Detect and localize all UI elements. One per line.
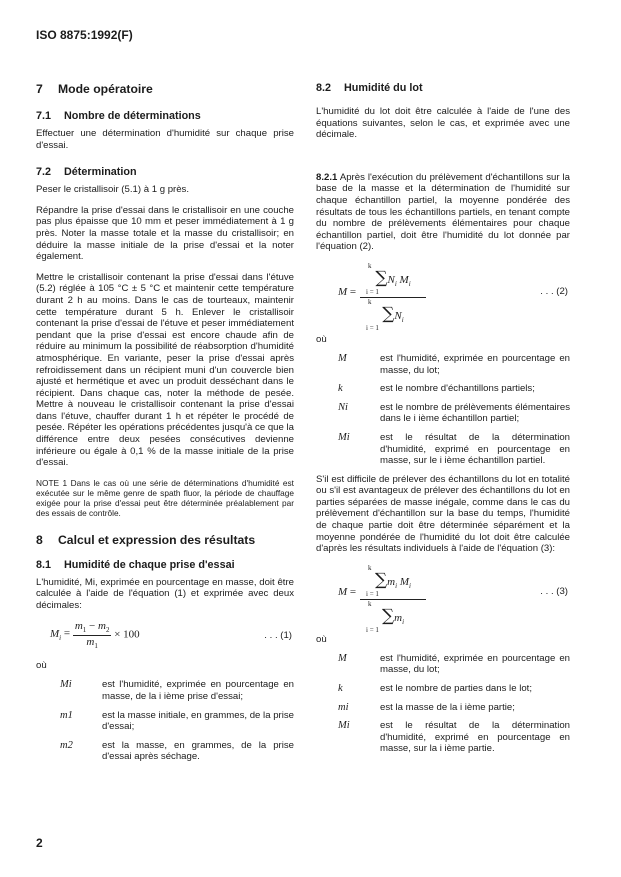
definition: est la masse, en grammes, de la prise d'essai après séchage. — [102, 739, 294, 763]
section-title: Nombre de déterminations — [64, 110, 201, 122]
section-7-heading — [36, 82, 294, 96]
definition-row — [316, 432, 570, 467]
symbol: Ni — [338, 401, 348, 413]
section-number: 8 — [36, 532, 43, 547]
where-label: où — [36, 660, 47, 672]
section-8-heading — [36, 533, 294, 547]
definition-row — [316, 720, 570, 755]
paragraph-8-2-1 — [316, 172, 570, 253]
section-title: Mode opératoire — [58, 82, 153, 96]
symbol: Mi — [338, 720, 350, 732]
definition-row — [36, 679, 294, 702]
section-title: Humidité de chaque prise d'essai — [64, 558, 235, 571]
definition-row — [316, 353, 570, 376]
paragraph: Effectuer une détermination d'humidité sur chaque prise d'essai. — [36, 128, 294, 151]
definition-row — [316, 702, 570, 714]
equation-number: . . . (3) — [540, 585, 568, 597]
symbol: k — [338, 683, 343, 695]
section-8-1-heading — [36, 559, 294, 571]
symbol-definitions — [36, 679, 294, 763]
definition-row — [316, 653, 570, 676]
section-number: 8.1 — [36, 558, 52, 571]
paragraph: L'humidité, Mi, exprimée en pourcentage en masse, doit être calculée à l'aide de l'équation (1) et exprimée avec deux décimales: — [36, 576, 294, 611]
definition: est le nombre d'échantillons partiels; — [380, 383, 535, 395]
definition-row — [36, 740, 294, 763]
subclause-number: 8.2.1 — [316, 171, 338, 183]
equation-number: . . . (1) — [264, 630, 292, 642]
section-title: Détermination — [64, 166, 137, 179]
paragraph: Mettre le cristallisoir contenant la prise d'essai dans l'étuve (5.2) réglée à 105 °C ± 5 °C et maintenir cette température durant 2 h au moins. Dans le cas de tourteaux, maintenir cette température durant 5 h. Enlever le cristallisoir contenant la prise d'essai de l'étuve et peser immédiatement pendant que la prise d'essai est encore chaude afin de réduire au minimum la possibilité de réabsorption d'humidité atmosphérique. En variante, peser la prise d'essai après refroidissement dans un récipient muni d'un couvercle bien ajusté et hermétique et avec un produit desséchant dans le récipient. Dans chaque cas, noter la méthode de pesée. Mettre à nouveau le cristallisoir contenant la prise d'essai dans l'étuve, chauffer durant 1 h et répéter le procédé de pesée. Répéter les opérations précédentes jusqu'à ce que la différence entre deux pesées consécutives devienne inférieure ou égale à 0,1 % de la masse initiale de la prise d'essai. — [36, 271, 294, 469]
note-1: NOTE 1 Dans le cas où une série de déterminations d'humidité est exécutée sur le même genre de spath fluor, la période de chauffage exigée pour la prise d'essai peut être déterminée préalablement par des essais de contrôle. — [36, 477, 294, 519]
equation-2: M = k $\sum N_i$ $M_i$ i = 1 k $\sum N_i$ i = 1 . . . (2) — [338, 261, 568, 333]
definition: est l'humidité, exprimée en pourcentage en masse, du lot; — [380, 652, 570, 676]
definition: est le nombre de parties dans le lot; — [380, 683, 532, 695]
section-number: 7.1 — [36, 110, 52, 122]
symbol: M — [338, 352, 347, 364]
definition: est le nombre de prélèvements élémentaires dans le i ième échantillon partiel; — [380, 401, 570, 425]
page-number: 2 — [36, 836, 43, 850]
definition-row — [316, 683, 570, 695]
symbol: Mi — [338, 431, 350, 443]
symbol: Mi — [60, 679, 72, 691]
paragraph: Répandre la prise d'essai dans le cristallisoir en une couche pas plus épaisse que 10 mm et peser immédiatement à 1 g près. Noter la masse totale et la masse du cristallisoir; en déduire la masse initiale de la prise d'essai et la noter également. — [36, 204, 294, 263]
definition-row — [316, 402, 570, 425]
paragraph: Peser le cristallisoir (5.1) à 1 g près. — [36, 184, 190, 196]
symbol: M — [338, 652, 347, 664]
definition: est la masse de la i ième partie; — [380, 701, 515, 713]
section-7-1-heading — [36, 110, 294, 122]
section-number: 7 — [36, 82, 43, 96]
section-8-2-heading — [316, 82, 570, 94]
symbol: m2 — [60, 739, 73, 751]
paragraph-text: Après l'exécution du prélèvement d'échantillons sur la base de la masse et la détermination de l'humidité sur chaque échantillon partiel, la moyenne pondérée des résultats de tous les échantillons partiels, en tenant compte du nombre de prélèvements élémentaires pour chaque échantillon partiel, doit être l'humidité du lot donnée par l'équation (2). — [316, 171, 570, 253]
section-number: 7.2 — [36, 166, 52, 179]
document-header: ISO 8875:1992(F) — [36, 28, 133, 42]
equation-3: M = k $\sum m_i$ $M_i$ i = 1 k $\sum m_i$ i = 1 . . . (3) — [338, 563, 568, 635]
equation-number: . . . (2) — [540, 285, 568, 297]
where-label: où — [316, 633, 327, 645]
left-column — [36, 82, 294, 770]
definition-row — [316, 383, 570, 395]
symbol: k — [338, 383, 343, 395]
where-label: où — [316, 333, 327, 345]
right-column — [316, 82, 570, 762]
definition: est le résultat de la détermination d'humidité, exprimé en pourcentage en masse, sur la i ième partie. — [380, 720, 570, 755]
definition: est la masse initiale, en grammes, de la prise d'essai; — [102, 709, 294, 733]
symbol: mi — [338, 701, 349, 713]
equation-1: $M_i$ = $\frac{m_1 - m_2}{m_1}$ × 100 . . . (1) — [50, 620, 292, 650]
definition: est l'humidité, exprimée en pourcentage en masse, du lot; — [380, 352, 570, 376]
definition-row — [36, 710, 294, 733]
definition: est l'humidité, exprimée en pourcentage en masse, de la i ième prise d'essai; — [102, 679, 294, 703]
symbol-definitions — [316, 353, 570, 467]
symbol: m1 — [60, 709, 73, 721]
definition: est le résultat de la détermination d'humidité, exprimé en pourcentage en masse, sur le i ième échantillon partiel. — [380, 431, 570, 467]
section-title: Calcul et expression des résultats — [58, 532, 256, 547]
section-title: Humidité du lot — [344, 82, 423, 94]
section-number: 8.2 — [316, 82, 332, 94]
paragraph: S'il est difficile de prélever des échantillons du lot en totalité ou s'il est avantageux de prélever des échantillons du lot en parties séparées de masse inégale, comme dans le cas du prélèvement d'échantillon sur la base du temps, l'humidité de chaque partie doit être déterminée séparément et la moyenne pondérée de l'humidité du lot doit être calculée d'après les résultats individuels à l'aide de l'équation (3): — [316, 473, 570, 555]
section-7-2-heading — [36, 166, 294, 178]
symbol-definitions — [316, 653, 570, 755]
paragraph: L'humidité du lot doit être calculée à l'aide de l'une des équations suivantes, selon le cas, et exprimée avec une décimale. — [316, 106, 570, 141]
